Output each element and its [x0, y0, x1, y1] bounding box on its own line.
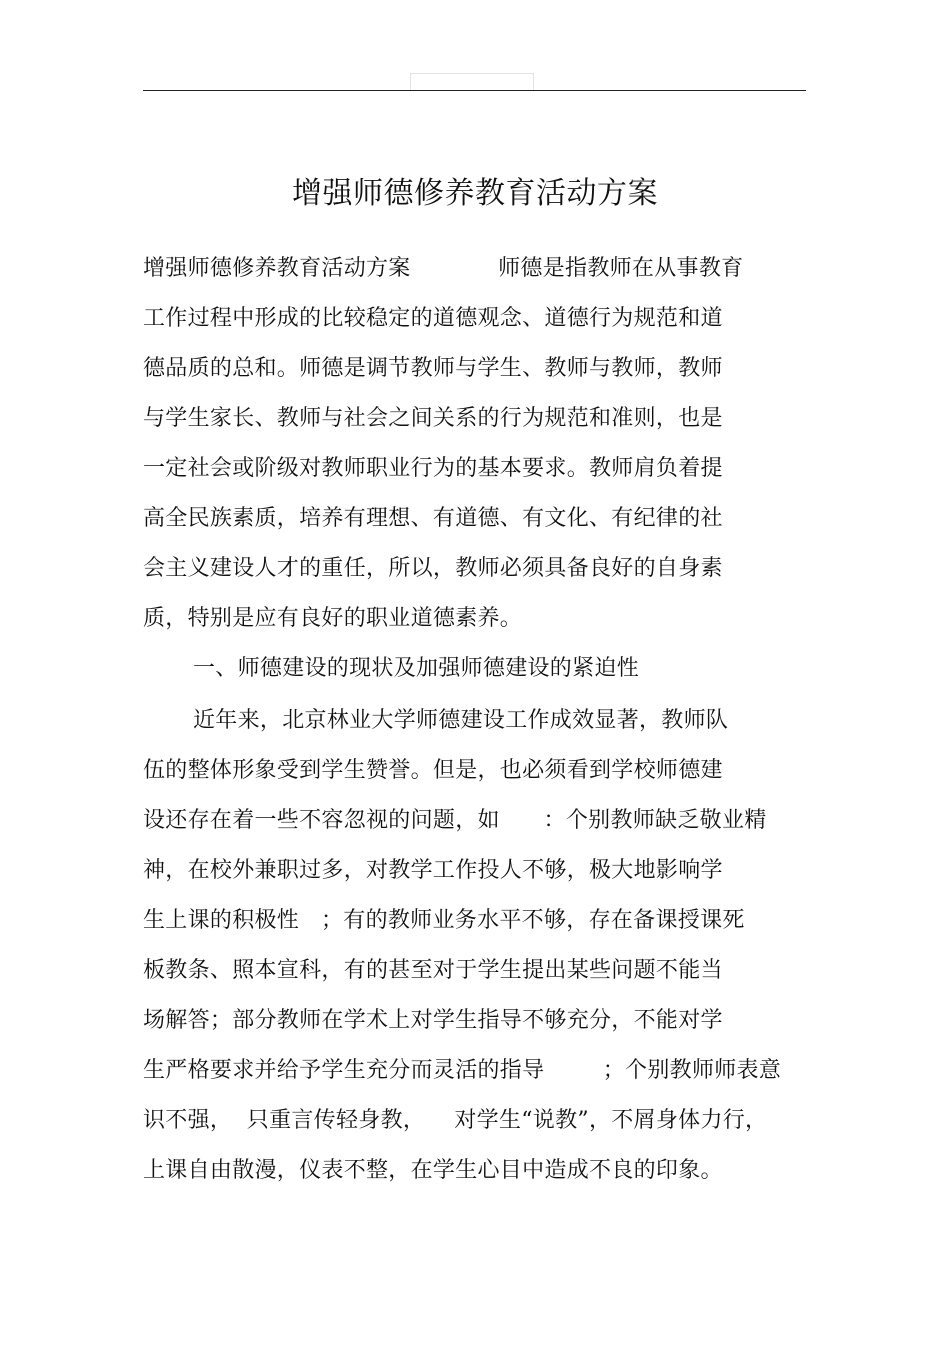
- body-line: 工作过程中形成的比较稳定的道德观念、道德行为规范和道: [143, 306, 723, 331]
- header-rule: [143, 90, 806, 91]
- body-line: 上课自由散漫，仪表不整，在学生心目中造成不良的印象。: [143, 1158, 723, 1183]
- body-line: 增强师德修养教育活动方案 师德是指教师在从事教育: [143, 256, 744, 281]
- body-line: 近年来，北京林业大学师德建设工作成效显著，教师队: [193, 708, 729, 733]
- body-line: 神，在校外兼职过多，对教学工作投人不够，极大地影响学: [143, 858, 723, 883]
- header-tab: [410, 73, 534, 90]
- body-line: 设还存在着一些不容忽视的问题，如 ：个别教师缺乏敬业精: [143, 808, 767, 833]
- body-line: 一定社会或阶级对教师职业行为的基本要求。教师肩负着提: [143, 456, 723, 481]
- body-line: 与学生家长、教师与社会之间关系的行为规范和准则，也是: [143, 406, 723, 431]
- body-line: 识不强， 只重言传轻身教， 对学生“说教”，不屑身体力行，: [143, 1108, 768, 1133]
- body-line: 德品质的总和。师德是调节教师与学生、教师与教师，教师: [143, 356, 723, 381]
- document-title: 增强师德修养教育活动方案: [292, 176, 658, 211]
- body-line: 会主义建设人才的重任，所以，教师必须具备良好的自身素: [143, 556, 723, 581]
- body-line: 生上课的积极性 ；有的教师业务水平不够，存在备课授课死: [143, 908, 745, 933]
- body-line: 高全民族素质，培养有理想、有道德、有文化、有纪律的社: [143, 506, 723, 531]
- body-line: 伍的整体形象受到学生赞誉。但是，也必须看到学校师德建: [143, 758, 723, 783]
- body-line: 板教条、照本宣科，有的甚至对于学生提出某些问题不能当: [143, 958, 723, 983]
- body-line: 生严格要求并给予学生充分而灵活的指导 ；个别教师师表意: [143, 1058, 782, 1083]
- body-line: 场解答；部分教师在学术上对学生指导不够充分，不能对学: [143, 1008, 723, 1033]
- body-line: 质，特别是应有良好的职业道德素养。: [143, 606, 523, 631]
- section-heading: 一、师德建设的现状及加强师德建设的紧迫性: [193, 656, 640, 681]
